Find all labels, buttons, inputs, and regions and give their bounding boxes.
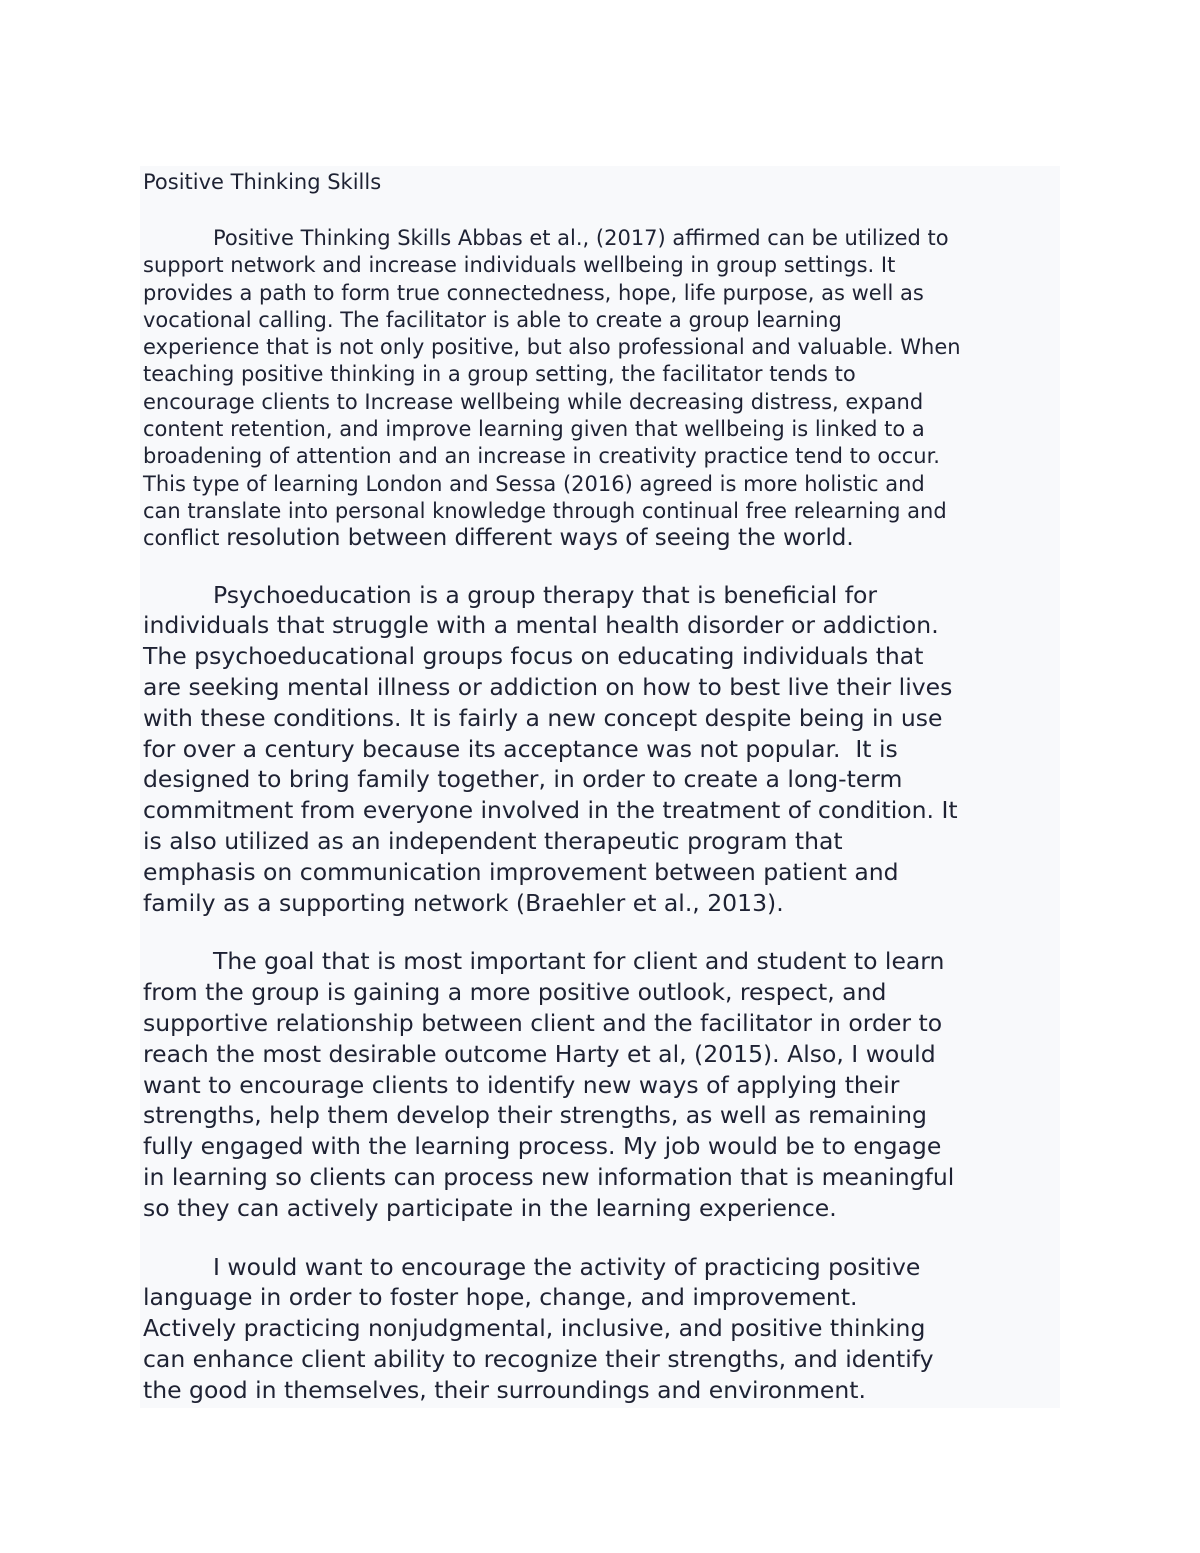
paragraph-line: individuals that struggle with a mental health disorder or addiction. xyxy=(143,611,939,640)
paragraph-line: fully engaged with the learning process. My job would be to engage xyxy=(143,1132,942,1161)
paragraph-line: The psychoeducational groups focus on educating individuals that xyxy=(143,642,924,671)
paragraph-line: encourage clients to Increase wellbeing while decreasing distress, expand xyxy=(143,389,924,414)
paragraph-line: emphasis on communication improvement between patient and xyxy=(143,857,899,886)
paragraph-line: I would want to encourage the activity of practicing positive xyxy=(213,1252,921,1281)
paragraph-line: Positive Thinking Skills Abbas et al., (2017) affirmed can be utilized to xyxy=(213,226,949,250)
paragraph-line: broadening of attention and an increase in creativity practice tend to occur. xyxy=(143,444,940,469)
paragraph-line: from the group is gaining a more positive outlook, respect, and xyxy=(143,978,887,1007)
paragraph-line: is also utilized as an independent therapeutic program that xyxy=(143,826,843,855)
paragraph-line: in learning so clients can process new information that is meaningful xyxy=(143,1162,955,1191)
paragraph-line: so they can actively participate in the learning experience. xyxy=(143,1193,837,1222)
paragraph-line: want to encourage clients to identify new ways of applying their xyxy=(143,1070,900,1099)
paragraph-line: The goal that is most important for client and student to learn xyxy=(213,947,945,976)
paragraph-line: supportive relationship between client and the facilitator in order to xyxy=(143,1008,943,1037)
paragraph-positive-language xyxy=(143,1252,1060,1406)
paragraph-line: with these conditions. It is fairly a new concept despite being in use xyxy=(143,703,943,732)
paragraph-line: language in order to foster hope, change, and improvement. xyxy=(143,1283,858,1312)
document-title: Positive Thinking Skills xyxy=(143,170,382,194)
paragraph-line: commitment from everyone involved in the treatment of condition. It xyxy=(143,796,958,825)
paragraph-line: content retention, and improve learning given that wellbeing is linked to a xyxy=(143,417,925,442)
paragraph-line: vocational calling. The facilitator is able to create a group learning xyxy=(143,307,842,332)
paragraph-line: are seeking mental illness or addiction on how to best live their lives xyxy=(143,672,953,701)
paragraph-line: This type of learning London and Sessa (2016) agreed is more holistic and xyxy=(143,471,925,496)
paragraph-line: the good in themselves, their surroundings and environment. xyxy=(143,1375,866,1404)
paragraph-line: can enhance client ability to recognize their strengths, and identify xyxy=(143,1344,934,1373)
paragraph-line: reach the most desirable outcome Harty et al, (2015). Also, I would xyxy=(143,1039,936,1068)
paragraph-line: conflict resolution between different ways of seeing the world. xyxy=(143,525,854,552)
paragraph-line: designed to bring family together, in order to create a long-term xyxy=(143,765,903,794)
paragraph-tail: resolution between different ways of seeing the world. xyxy=(226,525,854,552)
paragraph-psychoeducation xyxy=(143,580,1060,919)
document-body xyxy=(140,166,1060,1408)
paragraph-line: can translate into personal knowledge through continual free relearning and xyxy=(143,498,947,523)
paragraph-line: Psychoeducation is a group therapy that is beneficial for xyxy=(213,580,878,609)
paragraph-line: provides a path to form true connectedness, hope, life purpose, as well as xyxy=(143,280,924,305)
paragraph-line: teaching positive thinking in a group setting, the facilitator tends to xyxy=(143,362,856,387)
paragraph-positive-thinking xyxy=(143,225,1060,553)
paragraph-line: experience that is not only positive, but also professional and valuable. When xyxy=(143,335,961,360)
paragraph-line: strengths, help them develop their strengths, as well as remaining xyxy=(143,1101,927,1130)
paragraph-line: Actively practicing nonjudgmental, inclusive, and positive thinking xyxy=(143,1314,926,1343)
paragraph-line: support network and increase individuals wellbeing in group settings. It xyxy=(143,253,896,278)
document-text xyxy=(143,166,1060,1405)
paragraph-line: family as a supporting network (Braehler et al., 2013). xyxy=(143,888,784,917)
paragraph-goal xyxy=(143,946,1060,1223)
paragraph-line: for over a century because its acceptance was not popular. It is xyxy=(143,734,898,763)
